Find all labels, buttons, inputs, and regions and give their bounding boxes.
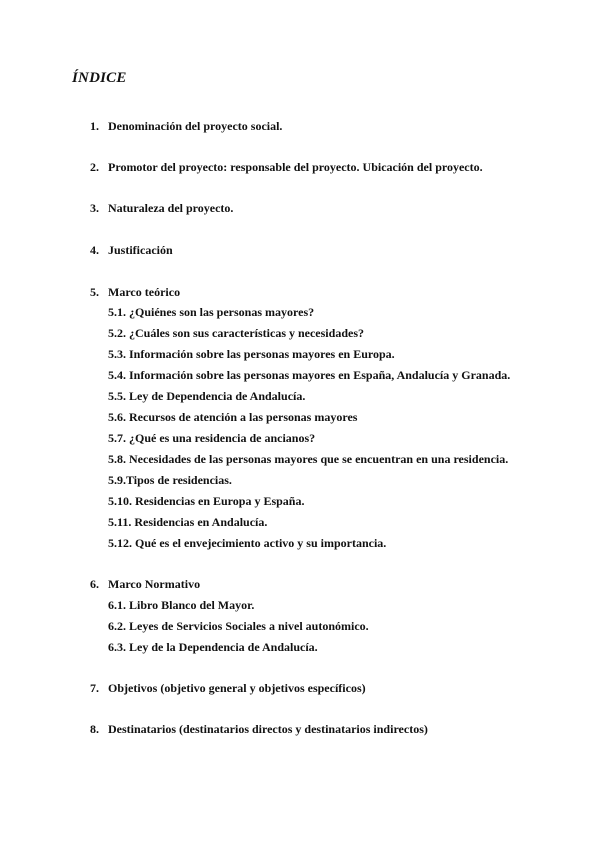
toc-item-8 [90,722,428,737]
toc-label: Marco Normativo [108,577,201,591]
toc-label: Destinatarios (destinatarios directos y destinatarios indirectos) [108,722,428,736]
toc-number: 8. [90,722,99,736]
toc-subitem-5-11: 5.11. Residencias en Andalucía. [108,515,268,529]
toc-subitem-5-6: 5.6. Recursos de atención a las personas mayores [108,410,358,424]
toc-subitem-5-3: 5.3. Información sobre las personas mayores en Europa. [108,347,395,361]
toc-item-1 [90,119,282,134]
toc-number: 5. [90,285,99,299]
toc-number: 4. [90,243,99,257]
toc-subitem-6-3: 6.3. Ley de la Dependencia de Andalucía. [108,640,318,654]
toc-subitem-5-10: 5.10. Residencias en Europa y España. [108,494,305,508]
toc-number: 1. [90,119,99,133]
toc-subitem-5-5: 5.5. Ley de Dependencia de Andalucía. [108,389,306,403]
index-title: ÍNDICE [72,70,127,86]
toc-subitem-5-8: 5.8. Necesidades de las personas mayores que se encuentran en una residencia. [108,452,509,466]
toc-label: Objetivos (objetivo general y objetivos específicos) [108,681,366,695]
toc-item-7 [90,681,366,696]
toc-label: Promotor del proyecto: responsable del proyecto. Ubicación del proyecto. [108,160,483,174]
toc-number: 3. [90,201,99,215]
toc-item-2 [90,160,483,175]
toc-label: Naturaleza del proyecto. [108,201,234,215]
toc-subitem-6-1: 6.1. Libro Blanco del Mayor. [108,598,255,612]
toc-number: 7. [90,681,99,695]
toc-label: Denominación del proyecto social. [108,119,283,133]
toc-subitem-5-12: 5.12. Qué es el envejecimiento activo y su importancia. [108,536,387,550]
toc-label: Marco teórico [108,285,181,299]
toc-subitem-5-9: 5.9.Tipos de residencias. [108,473,232,487]
toc-subitem-5-4: 5.4. Información sobre las personas mayores en España, Andalucía y Granada. [108,368,511,382]
toc-subitem-5-1: 5.1. ¿Quiénes son las personas mayores? [108,305,315,319]
toc-item-5 [90,285,180,300]
toc-item-6 [90,577,200,592]
toc-label: Justificación [108,243,173,257]
toc-item-3 [90,201,233,216]
toc-number: 2. [90,160,99,174]
toc-subitem-6-2: 6.2. Leyes de Servicios Sociales a nivel autonómico. [108,619,369,633]
toc-number: 6. [90,577,99,591]
toc-item-4 [90,243,173,258]
toc-subitem-5-2: 5.2. ¿Cuáles son sus características y necesidades? [108,326,364,340]
toc-subitem-5-7: 5.7. ¿Qué es una residencia de ancianos? [108,431,316,445]
